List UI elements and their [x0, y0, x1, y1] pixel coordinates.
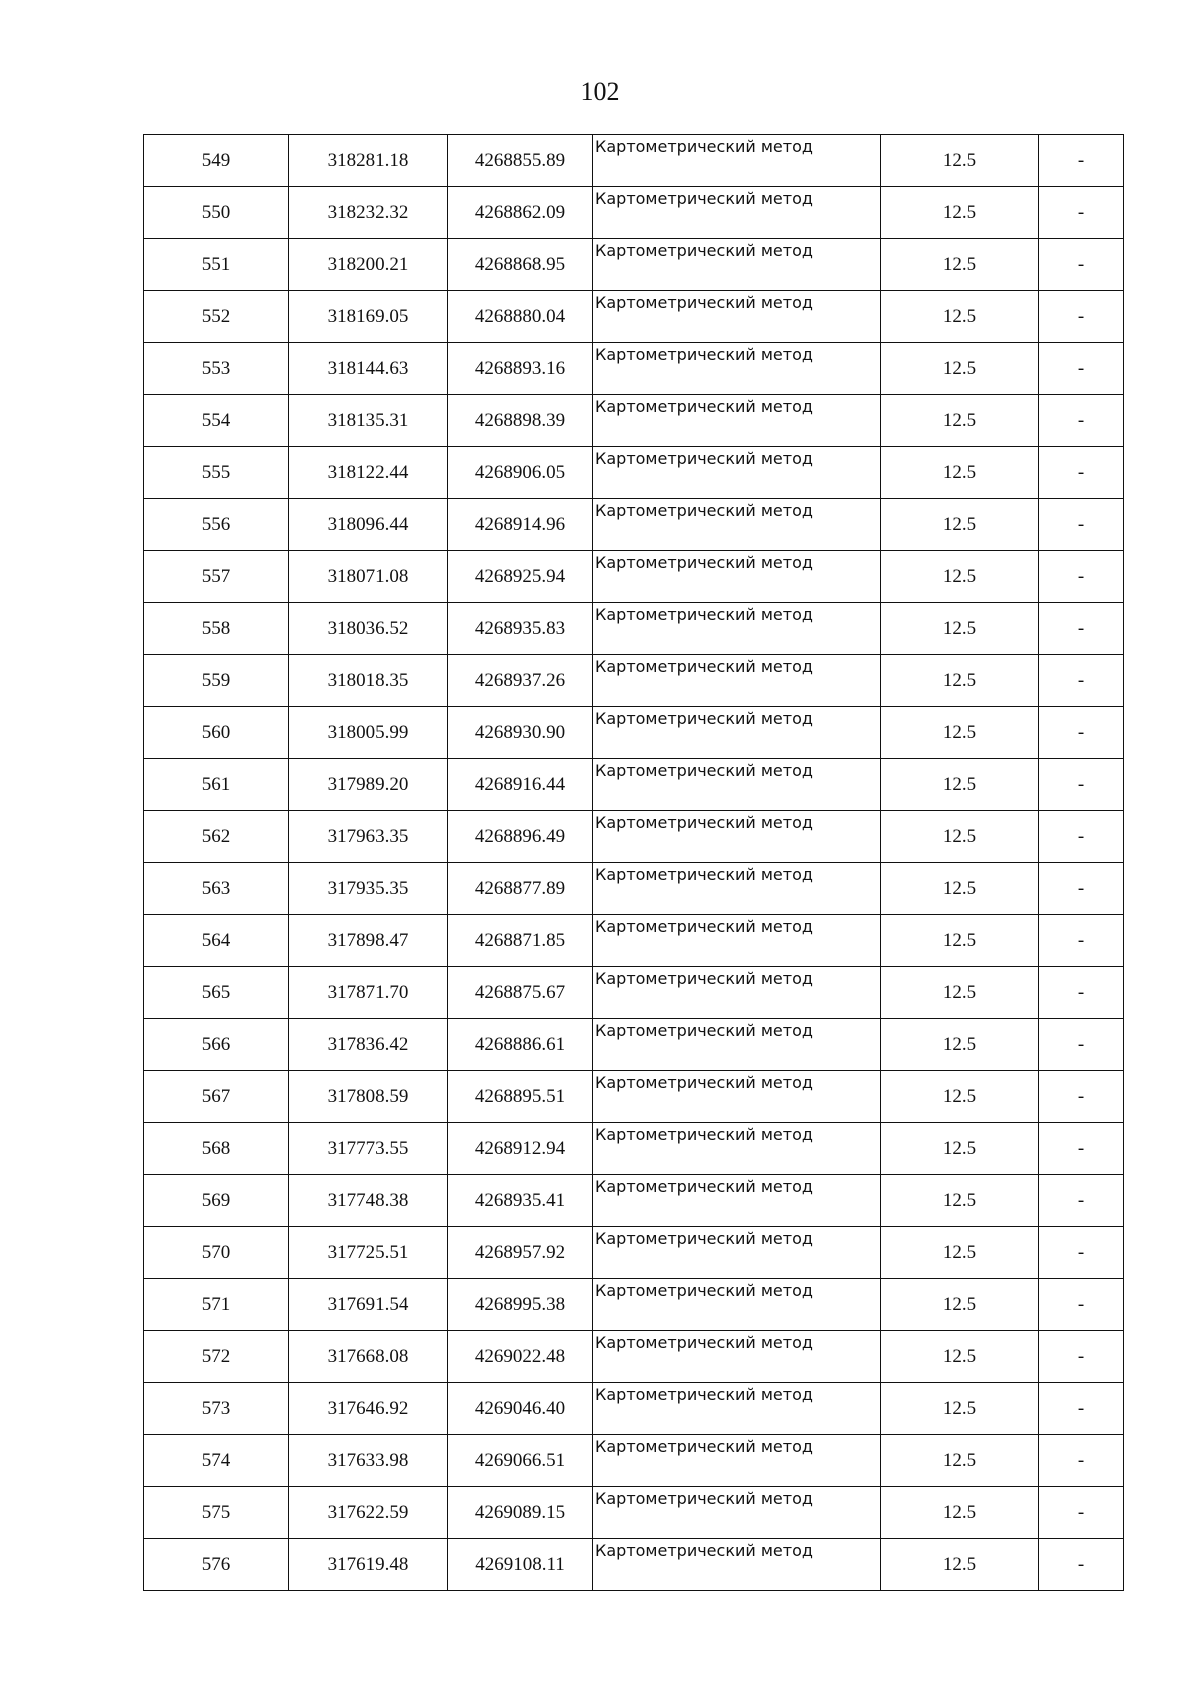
x-coordinate-cell: 317808.59: [289, 1071, 448, 1123]
point-number-cell: 558: [144, 603, 289, 655]
accuracy-cell: 12.5: [881, 811, 1039, 863]
note-cell: -: [1039, 1123, 1124, 1175]
point-number-cell: 565: [144, 967, 289, 1019]
accuracy-cell: 12.5: [881, 1539, 1039, 1591]
method-cell: Картометрический метод: [593, 1539, 881, 1591]
note-cell: -: [1039, 291, 1124, 343]
point-number-cell: 554: [144, 395, 289, 447]
table-row: [144, 863, 1124, 915]
note-cell: -: [1039, 915, 1124, 967]
note-cell: -: [1039, 967, 1124, 1019]
note-cell: -: [1039, 551, 1124, 603]
accuracy-cell: 12.5: [881, 1019, 1039, 1071]
y-coordinate-cell: 4268930.90: [448, 707, 593, 759]
accuracy-cell: 12.5: [881, 863, 1039, 915]
accuracy-cell: 12.5: [881, 759, 1039, 811]
accuracy-cell: 12.5: [881, 499, 1039, 551]
point-number-cell: 567: [144, 1071, 289, 1123]
table-row: [144, 395, 1124, 447]
method-cell: Картометрический метод: [593, 395, 881, 447]
accuracy-cell: 12.5: [881, 291, 1039, 343]
method-cell: Картометрический метод: [593, 1175, 881, 1227]
x-coordinate-cell: 317668.08: [289, 1331, 448, 1383]
note-cell: -: [1039, 603, 1124, 655]
point-number-cell: 549: [144, 135, 289, 187]
table-row: [144, 1539, 1124, 1591]
method-cell: Картометрический метод: [593, 967, 881, 1019]
method-cell: Картометрический метод: [593, 1487, 881, 1539]
x-coordinate-cell: 317633.98: [289, 1435, 448, 1487]
y-coordinate-cell: 4268896.49: [448, 811, 593, 863]
method-cell: Картометрический метод: [593, 551, 881, 603]
table-row: [144, 603, 1124, 655]
table-row: [144, 1123, 1124, 1175]
y-coordinate-cell: 4269108.11: [448, 1539, 593, 1591]
x-coordinate-cell: 317989.20: [289, 759, 448, 811]
accuracy-cell: 12.5: [881, 1227, 1039, 1279]
point-number-cell: 550: [144, 187, 289, 239]
table-row: [144, 655, 1124, 707]
method-cell: Картометрический метод: [593, 1123, 881, 1175]
y-coordinate-cell: 4268912.94: [448, 1123, 593, 1175]
accuracy-cell: 12.5: [881, 1175, 1039, 1227]
y-coordinate-cell: 4268906.05: [448, 447, 593, 499]
method-cell: Картометрический метод: [593, 1331, 881, 1383]
table-body: [144, 135, 1124, 1591]
note-cell: -: [1039, 447, 1124, 499]
point-number-cell: 556: [144, 499, 289, 551]
x-coordinate-cell: 317963.35: [289, 811, 448, 863]
table-row: [144, 499, 1124, 551]
y-coordinate-cell: 4268914.96: [448, 499, 593, 551]
method-cell: Картометрический метод: [593, 1279, 881, 1331]
note-cell: -: [1039, 811, 1124, 863]
x-coordinate-cell: 317748.38: [289, 1175, 448, 1227]
table-row: [144, 1175, 1124, 1227]
accuracy-cell: 12.5: [881, 135, 1039, 187]
y-coordinate-cell: 4269089.15: [448, 1487, 593, 1539]
method-cell: Картометрический метод: [593, 1019, 881, 1071]
note-cell: -: [1039, 395, 1124, 447]
point-number-cell: 572: [144, 1331, 289, 1383]
accuracy-cell: 12.5: [881, 447, 1039, 499]
y-coordinate-cell: 4268895.51: [448, 1071, 593, 1123]
point-number-cell: 563: [144, 863, 289, 915]
method-cell: Картометрический метод: [593, 499, 881, 551]
accuracy-cell: 12.5: [881, 1123, 1039, 1175]
note-cell: -: [1039, 239, 1124, 291]
method-cell: Картометрический метод: [593, 343, 881, 395]
accuracy-cell: 12.5: [881, 239, 1039, 291]
y-coordinate-cell: 4268875.67: [448, 967, 593, 1019]
table-row: [144, 811, 1124, 863]
y-coordinate-cell: 4268868.95: [448, 239, 593, 291]
y-coordinate-cell: 4269022.48: [448, 1331, 593, 1383]
point-number-cell: 553: [144, 343, 289, 395]
y-coordinate-cell: 4268935.83: [448, 603, 593, 655]
note-cell: -: [1039, 863, 1124, 915]
table-row: [144, 759, 1124, 811]
note-cell: -: [1039, 1539, 1124, 1591]
point-number-cell: 566: [144, 1019, 289, 1071]
y-coordinate-cell: 4269046.40: [448, 1383, 593, 1435]
accuracy-cell: 12.5: [881, 343, 1039, 395]
x-coordinate-cell: 318071.08: [289, 551, 448, 603]
coordinates-table: [143, 134, 1124, 1591]
point-number-cell: 570: [144, 1227, 289, 1279]
point-number-cell: 568: [144, 1123, 289, 1175]
y-coordinate-cell: 4268937.26: [448, 655, 593, 707]
x-coordinate-cell: 317773.55: [289, 1123, 448, 1175]
point-number-cell: 573: [144, 1383, 289, 1435]
note-cell: -: [1039, 1487, 1124, 1539]
table-row: [144, 1383, 1124, 1435]
table-row: [144, 915, 1124, 967]
accuracy-cell: 12.5: [881, 395, 1039, 447]
table-row: [144, 1435, 1124, 1487]
method-cell: Картометрический метод: [593, 135, 881, 187]
method-cell: Картометрический метод: [593, 603, 881, 655]
method-cell: Картометрический метод: [593, 707, 881, 759]
accuracy-cell: 12.5: [881, 707, 1039, 759]
x-coordinate-cell: 317646.92: [289, 1383, 448, 1435]
table-row: [144, 551, 1124, 603]
x-coordinate-cell: 318135.31: [289, 395, 448, 447]
point-number-cell: 552: [144, 291, 289, 343]
method-cell: Картометрический метод: [593, 291, 881, 343]
point-number-cell: 569: [144, 1175, 289, 1227]
y-coordinate-cell: 4268877.89: [448, 863, 593, 915]
table-row: [144, 239, 1124, 291]
x-coordinate-cell: 318169.05: [289, 291, 448, 343]
point-number-cell: 559: [144, 655, 289, 707]
table-row: [144, 135, 1124, 187]
point-number-cell: 555: [144, 447, 289, 499]
point-number-cell: 564: [144, 915, 289, 967]
y-coordinate-cell: 4268880.04: [448, 291, 593, 343]
accuracy-cell: 12.5: [881, 915, 1039, 967]
y-coordinate-cell: 4268916.44: [448, 759, 593, 811]
y-coordinate-cell: 4268855.89: [448, 135, 593, 187]
table-row: [144, 1227, 1124, 1279]
accuracy-cell: 12.5: [881, 967, 1039, 1019]
table-row: [144, 343, 1124, 395]
note-cell: -: [1039, 1331, 1124, 1383]
x-coordinate-cell: 318005.99: [289, 707, 448, 759]
y-coordinate-cell: 4268935.41: [448, 1175, 593, 1227]
method-cell: Картометрический метод: [593, 1227, 881, 1279]
x-coordinate-cell: 317619.48: [289, 1539, 448, 1591]
x-coordinate-cell: 318232.32: [289, 187, 448, 239]
accuracy-cell: 12.5: [881, 1331, 1039, 1383]
note-cell: -: [1039, 1071, 1124, 1123]
note-cell: -: [1039, 1279, 1124, 1331]
accuracy-cell: 12.5: [881, 1487, 1039, 1539]
point-number-cell: 571: [144, 1279, 289, 1331]
note-cell: -: [1039, 759, 1124, 811]
accuracy-cell: 12.5: [881, 603, 1039, 655]
accuracy-cell: 12.5: [881, 1279, 1039, 1331]
accuracy-cell: 12.5: [881, 655, 1039, 707]
y-coordinate-cell: 4268925.94: [448, 551, 593, 603]
x-coordinate-cell: 317871.70: [289, 967, 448, 1019]
point-number-cell: 576: [144, 1539, 289, 1591]
accuracy-cell: 12.5: [881, 1435, 1039, 1487]
y-coordinate-cell: 4268898.39: [448, 395, 593, 447]
y-coordinate-cell: 4268862.09: [448, 187, 593, 239]
x-coordinate-cell: 317691.54: [289, 1279, 448, 1331]
page-number: 102: [580, 77, 620, 106]
method-cell: Картометрический метод: [593, 1435, 881, 1487]
point-number-cell: 557: [144, 551, 289, 603]
table-row: [144, 967, 1124, 1019]
note-cell: -: [1039, 655, 1124, 707]
x-coordinate-cell: 317725.51: [289, 1227, 448, 1279]
point-number-cell: 575: [144, 1487, 289, 1539]
method-cell: Картометрический метод: [593, 863, 881, 915]
accuracy-cell: 12.5: [881, 1383, 1039, 1435]
x-coordinate-cell: 318200.21: [289, 239, 448, 291]
accuracy-cell: 12.5: [881, 551, 1039, 603]
y-coordinate-cell: 4269066.51: [448, 1435, 593, 1487]
table-row: [144, 1071, 1124, 1123]
note-cell: -: [1039, 135, 1124, 187]
x-coordinate-cell: 317898.47: [289, 915, 448, 967]
point-number-cell: 560: [144, 707, 289, 759]
method-cell: Картометрический метод: [593, 187, 881, 239]
table-row: [144, 1487, 1124, 1539]
x-coordinate-cell: 317836.42: [289, 1019, 448, 1071]
table-row: [144, 291, 1124, 343]
table-row: [144, 1279, 1124, 1331]
accuracy-cell: 12.5: [881, 1071, 1039, 1123]
table-row: [144, 447, 1124, 499]
method-cell: Картометрический метод: [593, 1071, 881, 1123]
x-coordinate-cell: 318036.52: [289, 603, 448, 655]
method-cell: Картометрический метод: [593, 811, 881, 863]
x-coordinate-cell: 318018.35: [289, 655, 448, 707]
point-number-cell: 561: [144, 759, 289, 811]
table-row: [144, 1019, 1124, 1071]
point-number-cell: 562: [144, 811, 289, 863]
y-coordinate-cell: 4268957.92: [448, 1227, 593, 1279]
y-coordinate-cell: 4268893.16: [448, 343, 593, 395]
accuracy-cell: 12.5: [881, 187, 1039, 239]
x-coordinate-cell: 318144.63: [289, 343, 448, 395]
x-coordinate-cell: 318122.44: [289, 447, 448, 499]
x-coordinate-cell: 317935.35: [289, 863, 448, 915]
method-cell: Картометрический метод: [593, 239, 881, 291]
table-row: [144, 1331, 1124, 1383]
method-cell: Картометрический метод: [593, 759, 881, 811]
note-cell: -: [1039, 1175, 1124, 1227]
method-cell: Картометрический метод: [593, 915, 881, 967]
x-coordinate-cell: 318281.18: [289, 135, 448, 187]
note-cell: -: [1039, 343, 1124, 395]
table-row: [144, 187, 1124, 239]
note-cell: -: [1039, 1435, 1124, 1487]
note-cell: -: [1039, 707, 1124, 759]
y-coordinate-cell: 4268871.85: [448, 915, 593, 967]
x-coordinate-cell: 317622.59: [289, 1487, 448, 1539]
point-number-cell: 551: [144, 239, 289, 291]
method-cell: Картометрический метод: [593, 1383, 881, 1435]
note-cell: -: [1039, 1019, 1124, 1071]
method-cell: Картометрический метод: [593, 447, 881, 499]
y-coordinate-cell: 4268886.61: [448, 1019, 593, 1071]
note-cell: -: [1039, 187, 1124, 239]
x-coordinate-cell: 318096.44: [289, 499, 448, 551]
note-cell: -: [1039, 1383, 1124, 1435]
table-row: [144, 707, 1124, 759]
point-number-cell: 574: [144, 1435, 289, 1487]
y-coordinate-cell: 4268995.38: [448, 1279, 593, 1331]
note-cell: -: [1039, 1227, 1124, 1279]
note-cell: -: [1039, 499, 1124, 551]
method-cell: Картометрический метод: [593, 655, 881, 707]
